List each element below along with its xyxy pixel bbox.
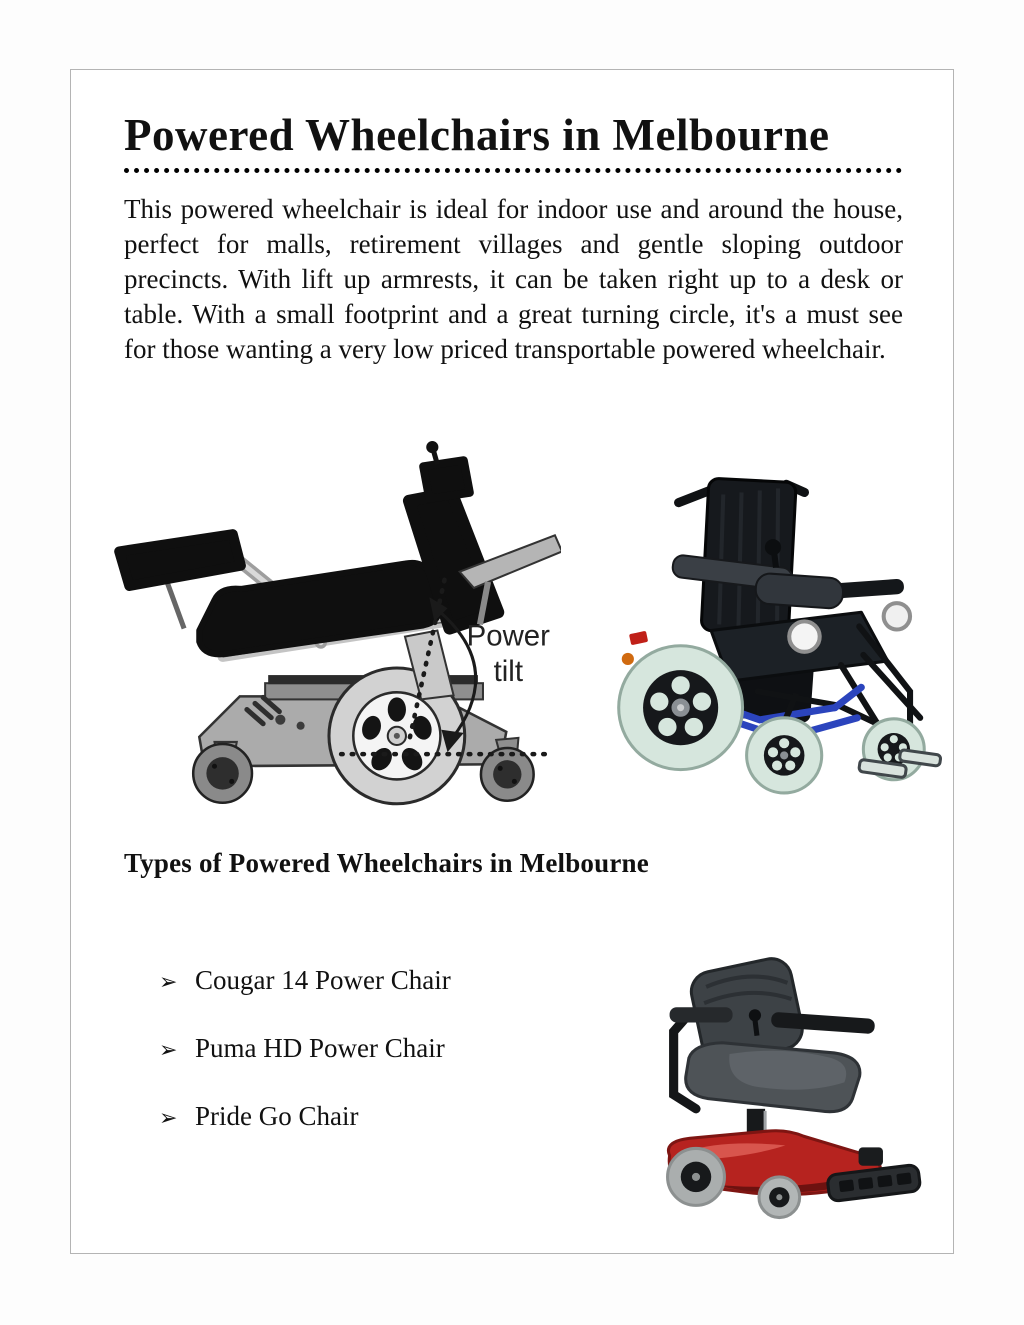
list-item-label: Cougar 14 Power Chair xyxy=(195,965,451,995)
page-sheet xyxy=(70,69,954,1254)
power-tilt-diagram-svg xyxy=(101,438,561,823)
blue-power-wheelchair-svg xyxy=(603,462,943,797)
list-item-label: Pride Go Chair xyxy=(195,1101,359,1131)
red-go-chair-svg xyxy=(633,956,948,1221)
page-title: Powered Wheelchairs in Melbourne xyxy=(124,108,902,173)
power-tilt-diagram xyxy=(101,438,561,823)
power-tilt-label-line1: Power xyxy=(466,619,550,653)
red-go-chair-photo xyxy=(633,956,948,1221)
list-item xyxy=(159,963,451,1000)
wheelchair-type-list xyxy=(159,963,451,1167)
power-tilt-label-line2: tilt xyxy=(493,655,523,689)
intro-paragraph: This powered wheelchair is ideal for indoor use and around the house, perfect for malls, retirement villages and gentle sloping outdoor precincts. With lift up armrests, it can be taken right up to a desk or table. With a small footprint and a great turning circle, it's a must see for those wanting a very low priced transportable powered wheelchair. xyxy=(124,194,903,364)
section-heading: Types of Powered Wheelchairs in Melbourne xyxy=(124,848,649,878)
list-item xyxy=(159,1099,451,1136)
arrowhead-bullet-icon: ➢ xyxy=(159,970,178,995)
list-item-label: Puma HD Power Chair xyxy=(195,1033,445,1063)
list-item xyxy=(159,1031,451,1068)
arrowhead-bullet-icon: ➢ xyxy=(159,1038,178,1063)
blue-power-wheelchair-photo xyxy=(603,462,943,797)
arrowhead-bullet-icon: ➢ xyxy=(159,1106,178,1131)
